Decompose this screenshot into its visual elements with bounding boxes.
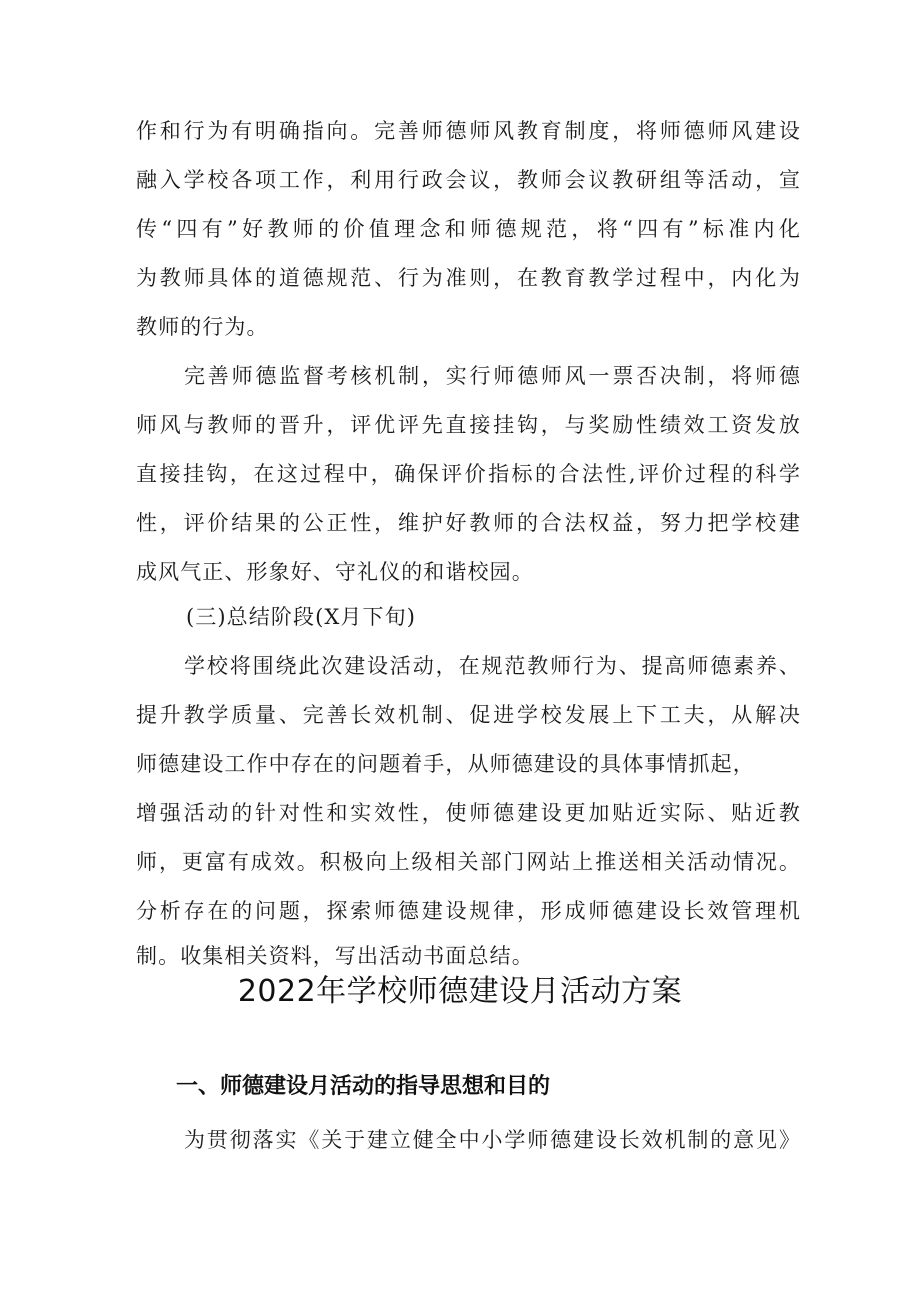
paragraph-1-line-4: 为教师具体的道德规范、行为准则，在教育教学过程中，内化为 (136, 266, 801, 290)
paragraph-1-line-3: 传“四有”好教师的价值理念和师德规范，将“四有”标准内化 (136, 217, 801, 241)
paragraph-2-line-1: 完善师德监督考核机制，实行师德师风一票否决制，将师德 (184, 364, 801, 388)
stage-heading: (三)总结阶段(X月下旬) (186, 605, 417, 629)
paragraph-3-line-4: 增强活动的针对性和实效性，使师德建设更加贴近实际、贴近教 (136, 801, 801, 825)
paragraph-1-line-1: 作和行为有明确指向。完善师德师风教育制度，将师德师风建设 (136, 119, 801, 143)
paragraph-3-line-7: 制。收集相关资料，写出活动书面总结。 (136, 944, 534, 968)
paragraph-2-line-3: 直接挂钩，在这过程中，确保评价指标的合法性,评价过程的科学 (136, 462, 801, 486)
paragraph-2-line-5: 成风气正、形象好、守礼仪的和谐校园。 (136, 560, 534, 584)
paragraph-2-line-2: 师风与教师的晋升，评优评先直接挂钩，与奖励性绩效工资发放 (136, 413, 801, 437)
section-heading: 一、师德建设月活动的指导思想和目的 (176, 1074, 551, 1099)
paragraph-3-line-6: 分析存在的问题，探索师德建设规律，形成师德建设长效管理机 (136, 899, 801, 923)
paragraph-3-line-2: 提升教学质量、完善长效机制、促进学校发展上下工夫，从解决 (136, 703, 801, 727)
paragraph-2-line-4: 性，评价结果的公正性，维护好教师的合法权益，努力把学校建 (136, 511, 801, 535)
paragraph-4-line-1: 为贯彻落实《关于建立健全中小学师德建设长效机制的意见》 (184, 1128, 801, 1152)
paragraph-1-line-2: 融入学校各项工作，利用行政会议，教师会议教研组等活动，宣 (136, 168, 801, 192)
paragraph-3-line-3: 师德建设工作中存在的问题着手，从师德建设的具体事情抓起， (136, 752, 755, 776)
paragraph-3-line-1: 学校将围绕此次建设活动，在规范教师行为、提高师德素养、 (184, 654, 801, 678)
document-title: 2022年学校师德建设月活动方案 (237, 974, 683, 1009)
paragraph-3-line-5: 师，更富有成效。积极向上级相关部门网站上推送相关活动情况。 (136, 850, 801, 874)
paragraph-1-line-5: 教师的行为。 (136, 315, 269, 339)
